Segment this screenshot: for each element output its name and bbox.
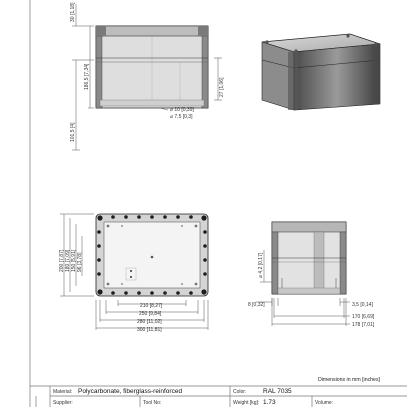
top-width-210-label: 210 [8,27] xyxy=(140,303,163,309)
side-hole-label: ⌀ 4,2 [0,17] xyxy=(258,252,264,278)
front-step-label: 27 [1,06] xyxy=(219,77,225,97)
top-height-150-label: 150 [5,91] xyxy=(71,249,77,272)
side-view xyxy=(272,222,346,294)
front-total-height-label: 186,5 [7,34] xyxy=(84,63,90,90)
front-lid-corner-left xyxy=(96,26,106,36)
top-width-250-label: 250 [9,84] xyxy=(139,311,162,317)
top-center-mark xyxy=(151,256,154,259)
front-inner-diameter-label: ⌀ 7,5 [0,3] xyxy=(170,114,193,120)
color-value: RAL 7035 xyxy=(263,388,292,395)
color-label: Color: xyxy=(233,389,247,395)
units-note: Dimensions in mm [inches] xyxy=(318,377,380,383)
top-view xyxy=(96,214,208,296)
front-corner-right xyxy=(202,36,208,108)
material-value: Polycarbonate, fiberglass-reinforced xyxy=(78,388,183,395)
volume-label: Volume: xyxy=(315,400,334,406)
tool-no-label: Tool No: xyxy=(143,400,162,406)
weight-label: Weight [kg]: xyxy=(233,400,260,406)
top-width-280-label: 280 [11,02] xyxy=(137,319,162,325)
front-base-height-label: 101,5 [4] xyxy=(70,122,76,142)
weight-value: 1.73 xyxy=(263,399,276,406)
front-corner-left xyxy=(96,36,102,108)
isometric-view xyxy=(262,34,380,110)
front-outer-diameter-label: ⌀ 10 [0,39] xyxy=(170,107,194,113)
iso-side-front xyxy=(294,44,380,110)
side-width-8-label: 8 [0,32] xyxy=(248,302,265,308)
material-label: Material: xyxy=(53,389,73,395)
side-width-178-label: 178 [7,01] xyxy=(352,322,375,328)
supplier-label: Supplier: xyxy=(53,400,73,406)
front-lid-band xyxy=(96,26,208,36)
top-height-180-label: 180 [7,09] xyxy=(65,249,71,272)
top-width-300-label: 300 [11,81] xyxy=(137,327,162,333)
top-height-96-label: 96 [3,78] xyxy=(77,252,83,272)
side-lid-band xyxy=(272,222,346,232)
side-width-170-label: 170 [6,69] xyxy=(352,314,375,320)
front-lid-corner-right xyxy=(198,26,208,36)
front-lid-height-label: 30 [1,18] xyxy=(70,2,76,22)
top-inner-panel xyxy=(104,222,200,288)
side-width-3-5-label: 3,5 [0,14] xyxy=(352,302,373,308)
front-view xyxy=(96,26,208,108)
top-height-200-label: 200 [7,87] xyxy=(59,249,65,272)
